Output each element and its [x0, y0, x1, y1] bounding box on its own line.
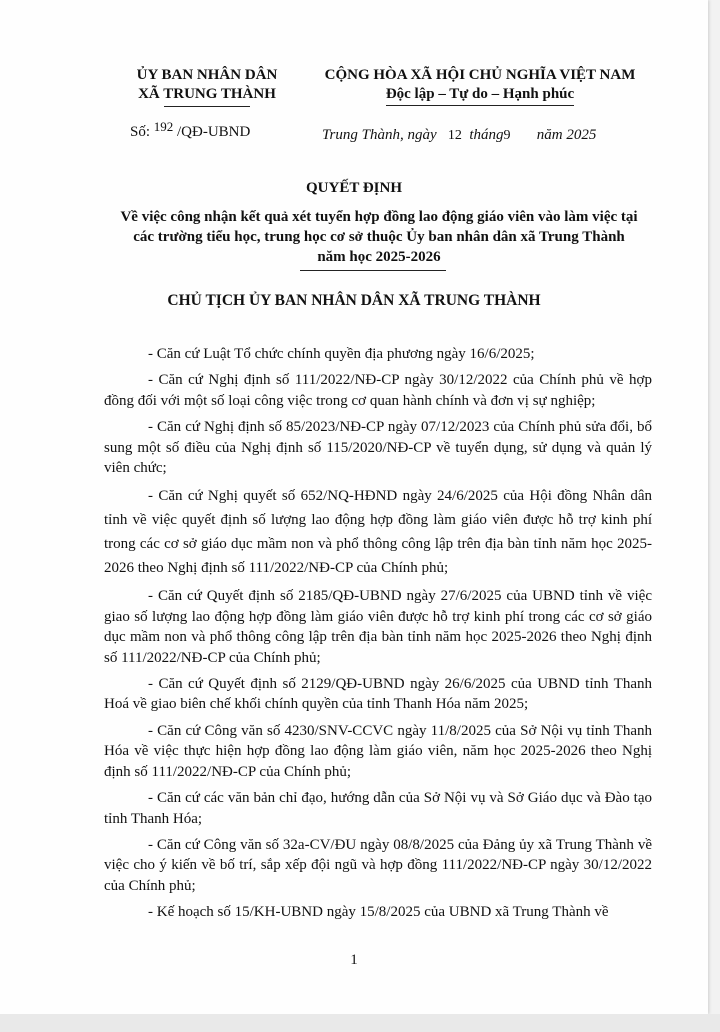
authority-line-1: ỦY BAN NHÂN DÂN	[136, 67, 278, 83]
paragraph: - Căn cứ Nghị quyết số 652/NQ-HĐND ngày 24/6/2025 của Hội đồng Nhân dân tỉnh về việc quyết định số lượng lao động hợp đồng làm giáo viên được hỗ trợ kinh phí trong các cơ sở giáo dục mầm non và phổ thông công lập trên địa bàn tỉnh năm học 2025-2026 theo Nghị định số 111/2022/NĐ-CP của Chính phủ;	[104, 488, 652, 577]
date-month-word: tháng	[469, 127, 504, 143]
paragraph: - Căn cứ Luật Tổ chức chính quyền địa phương ngày 16/6/2025;	[148, 346, 535, 362]
paragraph: - Căn cứ các văn bản chỉ đạo, hướng dẫn của Sở Nội vụ và Sở Giáo dục và Đào tạo tỉnh Thanh Hóa;	[104, 790, 652, 827]
reference-suffix: /QĐ-UBND	[177, 124, 251, 140]
date-year: năm 2025	[536, 127, 597, 143]
reference-prefix: Số:	[130, 124, 151, 140]
document-reference	[130, 119, 251, 141]
paragraph: - Căn cứ Quyết định số 2185/QĐ-UBND ngày 27/6/2025 của UBND tỉnh về việc giao số lượng lao động hợp đồng làm giáo viên được hỗ trợ kinh phí trong các cơ sở giáo dục mầm non và phổ thông công lập trên địa bàn tỉnh năm học 2025-2026 theo Nghị định số 111/2022/NĐ-CP của Chính phủ;	[104, 588, 652, 666]
document-title: QUYẾT ĐỊNH	[306, 180, 402, 196]
viewer-bottom-strip	[0, 1014, 720, 1032]
date-day: 12	[447, 128, 462, 143]
paragraph: - Kế hoạch số 15/KH-UBND ngày 15/8/2025 của UBND xã Trung Thành về	[148, 904, 609, 921]
paragraph: - Căn cứ Nghị định số 85/2023/NĐ-CP ngày 07/12/2023 của Chính phủ sửa đổi, bổ sung một số điều của Nghị định số 115/2020/NĐ-CP về tuyển dụng, sử dụng và quản lý viên chức;	[104, 419, 652, 477]
authority-underline	[164, 106, 250, 107]
paragraph: - Căn cứ Nghị định số 111/2022/NĐ-CP ngày 30/12/2022 của Chính phủ về hợp đồng đối với một số loại công việc trong cơ quan hành chính và đơn vị sự nghiệp;	[104, 372, 652, 409]
date-month: 9	[503, 128, 511, 143]
subject-underline	[300, 270, 446, 271]
paragraph: - Căn cứ Công văn số 32a-CV/ĐU ngày 08/8/2025 của Đảng ủy xã Trung Thành về việc cho ý kiến về bố trí, sắp xếp đội ngũ và hợp đồng 111/2022/NĐ-CP ngày 30/12/2022 của Chính phủ;	[104, 836, 652, 894]
issuing-authority	[118, 66, 296, 107]
document-body	[104, 344, 652, 929]
authority-line-2: XÃ TRUNG THÀNH	[138, 86, 276, 102]
page-number: 1	[350, 952, 358, 968]
paragraph: - Căn cứ Công văn số 4230/SNV-CCVC ngày 11/8/2025 của Sở Nội vụ tỉnh Thanh Hóa về việc thực hiện hợp đồng lao động làm giáo viên, năm học 2025-2026 theo Nghị định số 111/2022/NĐ-CP của Chính phủ;	[104, 722, 652, 780]
reference-number: 192	[153, 119, 174, 134]
issuer-title: CHỦ TỊCH ỦY BAN NHÂN DÂN XÃ TRUNG THÀNH	[167, 292, 541, 309]
national-header	[306, 66, 654, 106]
date-place: Trung Thành, ngày	[322, 127, 437, 143]
national-motto: Độc lập – Tự do – Hạnh phúc	[386, 85, 574, 106]
national-title: CỘNG HÒA XÃ HỘI CHỦ NGHĨA VIỆT NAM	[324, 67, 636, 83]
document-subject: Về việc công nhận kết quả xét tuyển hợp đồng lao động giáo viên vào làm việc tại các trường tiểu học, trung học cơ sở thuộc Ủy ban nhân dân xã Trung Thành năm học 2025-2026	[120, 209, 638, 265]
paragraph: - Căn cứ Quyết định số 2129/QĐ-UBND ngày 26/6/2025 của UBND tỉnh Thanh Hoá về giao biên chế khối chính quyền của tỉnh Thanh Hóa năm 2025;	[104, 676, 652, 713]
document-date	[322, 127, 596, 144]
